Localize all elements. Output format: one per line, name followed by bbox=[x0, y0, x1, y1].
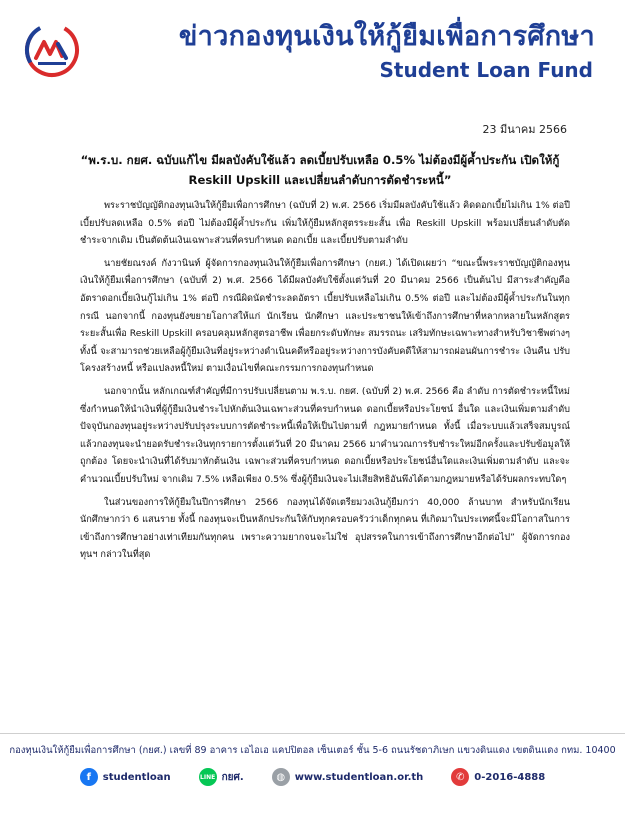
header-title-english: Student Loan Fund bbox=[379, 58, 593, 82]
facebook-contact[interactable] bbox=[80, 768, 171, 786]
line-contact[interactable] bbox=[199, 768, 244, 786]
footer-contacts bbox=[0, 768, 625, 786]
paragraph: นอกจากนั้น หลักเกณฑ์สำคัญที่มีการปรับเปลี่ยนตาม พ.ร.บ. กยศ. (ฉบับที่ 2) พ.ศ. 2566 คือ ลำดับ การตัดชำระหนี้ใหม่ ซึ่งกำหนดให้นำเงินที่ผู้กู้ยืมเงินชำระไปหักต้นเงินเฉพาะส่วนที่ครบกำหนด ดอกเบี้ยหรือประโยชน์ อื่นใด และเงินเพิ่มตามลำดับ ปัจจุบันกองทุนอยู่ระหว่างปรับปรุงระบบการตัดชำระหนี้เพื่อให้เป็นไปตามที่ กฎหมายกำหนด ทั้งนี้ เมื่อระบบแล้วเสร็จสมบูรณ์แล้วกองทุนจะนำยอดรับชำระเงินทุกรายการตั้งแต่วันที่ 20 มีนาคม 2566 มาคำนวณการรับชำระใหม่อีกครั้งและปรับข้อมูลให้ถูกต้อง โดยจะนำเงินที่ได้รับมาหักต้นเงิน เฉพาะส่วนที่ครบกำหนด ดอกเบี้ยหรือประโยชน์อื่นใดและเงินเพิ่มตามลำดับ และจะคำนวณเบี้ยปรับใหม่ จากเดิม 7.5% เหลือเพียง 0.5% ซึ่งผู้กู้ยืมเงินจะไม่เสียสิทธิอันพึงได้ตามกฎหมายหรือได้รับผลกระทบใดๆ bbox=[80, 385, 570, 485]
website-contact[interactable] bbox=[272, 768, 424, 786]
globe-icon: ◍ bbox=[272, 768, 290, 786]
footer-divider bbox=[0, 733, 625, 734]
phone-contact[interactable] bbox=[451, 768, 545, 786]
paragraph: นายชัยณรงค์ กังวานินท์ ผู้จัดการกองทุนเงินให้กู้ยืมเพื่อการศึกษา (กยศ.) ได้เปิดเผยว่า “ขณะนี้พระราชบัญญัติกองทุนเงินให้กู้ยืมเพื่อการศึกษา (ฉบับที่ 2) พ.ศ. 2566 ได้มีผลบังคับใช้ตั้งแต่วันที่ 20 มีนาคม 2566 เป็นต้นไป มีสาระสำคัญคือ อัตราดอกเบี้ยเงินกู้ไม่เกิน 1% ต่อปี กรณีผิดนัดชำระลดอัตรา เบี้ยปรับเหลือไม่เกิน 0.5% ต่อปี และไม่ต้องมีผู้ค้ำประกันในทุกกรณี นอกจากนี้ กองทุนยังขยายโอกาสให้แก่ นักเรียน นักศึกษา และประชาชนให้เข้าถึงการศึกษาที่หลากหลายในหลักสูตรระยะสั้นเพื่อ Reskill Upskill ครอบคลุมหลักสูตรอาชีพ เพื่อยกระดับทักษะ สมรรถนะ เสริมทักษะเฉพาะทางสำหรับวิชาชีพต่างๆ ทั้งนี้ จะสามารถช่วยเหลือผู้กู้ยืมเงินที่อยู่ระหว่างดำเนินคดีหรืออยู่ระหว่างการบังคับคดีให้สามารถผ่อนผันการชำระ เงินคืน ปรับโครงสร้างหนี้ หรือแปลงหนี้ใหม่ ตามเงื่อนไขที่คณะกรรมการกองทุนกำหนด bbox=[80, 257, 570, 375]
website-label: www.studentloan.or.th bbox=[294, 771, 424, 783]
page-header bbox=[0, 0, 625, 95]
article-body bbox=[80, 197, 570, 569]
phone-label: 0-2016-4888 bbox=[474, 771, 546, 783]
facebook-label: studentloan bbox=[102, 771, 171, 783]
footer-address: กองทุนเงินให้กู้ยืมเพื่อการศึกษา (กยศ.) เลขที่ 89 อาคาร เอไอเอ แคปปิตอล เซ็นเตอร์ ชั้น 5-6 ถนนรัชดาภิเษก แขวงดินแดง เขตดินแดง กทม. 10400 bbox=[9, 745, 616, 756]
facebook-icon: f bbox=[80, 768, 98, 786]
news-headline: “พ.ร.บ. กยศ. ฉบับแก้ไข มีผลบังคับใช้แล้ว ลดเบี้ยปรับเหลือ 0.5% ไม่ต้องมีผู้ค้ำประกัน เปิดให้กู้ Reskill Upskill และเปลี่ยนลำดับการตัดชำระหนี้” bbox=[80, 153, 560, 187]
line-label: กยศ. bbox=[221, 771, 244, 783]
paragraph: พระราชบัญญัติกองทุนเงินให้กู้ยืมเพื่อการศึกษา (ฉบับที่ 2) พ.ศ. 2566 เริ่มมีผลบังคับใช้แล้ว คิดดอกเบี้ยไม่เกิน 1% ต่อปี เบี้ยปรับลดเหลือ 0.5% ต่อปี ไม่ต้องมีผู้ค้ำประกัน เพิ่มให้กู้ยืมหลักสูตรระยะสั้น เพื่อ Reskill Upskill พร้อมเปลี่ยนลำดับตัดชำระจากเดิม เป็นตัดต้นเงินเฉพาะส่วนที่ครบกำหนด ดอกเบี้ย และเบี้ยปรับตามลำดับ bbox=[80, 200, 570, 247]
phone-icon: ✆ bbox=[451, 768, 469, 786]
header-title-thai: ข่าวกองทุนเงินให้กู้ยืมเพื่อการศึกษา bbox=[178, 21, 595, 52]
line-icon: LINE bbox=[199, 768, 217, 786]
release-date: 23 มีนาคม 2566 bbox=[482, 123, 567, 136]
kyosh-logo-icon bbox=[24, 22, 80, 78]
paragraph: ในส่วนของการให้กู้ยืมในปีการศึกษา 2566 กองทุนได้จัดเตรียมวงเงินกู้ยืมกว่า 40,000 ล้านบาท สำหรับนักเรียน นักศึกษากว่า 6 แสนราย ทั้งนี้ กองทุนจะเป็นหลักประกันให้กับทุกครอบครัวว่าเด็กทุกคน ที่เกิดมาในประเทศนี้จะมีโอกาสในการเข้าถึงการศึกษาอย่างเท่าเทียมกันทุกคน เพราะความยากจนจะไม่ใช่ อุปสรรคในการเข้าถึงการศึกษาอีกต่อไป” ผู้จัดการกองทุนฯ กล่าวในที่สุด bbox=[80, 496, 570, 561]
